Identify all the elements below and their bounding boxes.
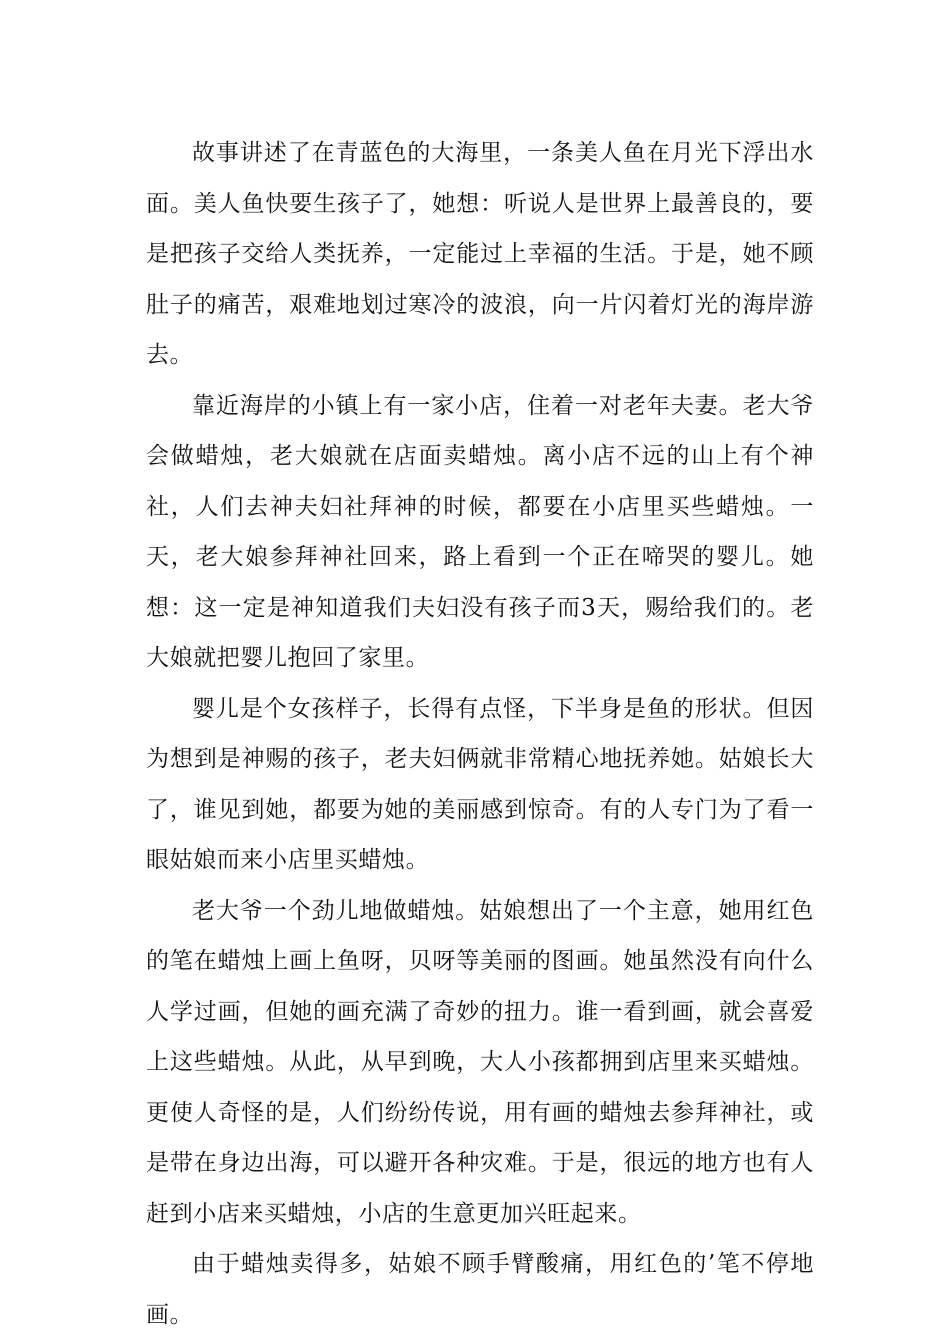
- paragraph-4: 老大爷一个劲儿地做蜡烛。姑娘想出了一个主意，她用红色的笔在蜡烛上画上鱼呀，贝呀等美丽的图画。她虽然没有向什么人学过画，但她的画充满了奇妙的扭力。谁一看到画，就会喜爱上这些蜡烛。从此，从早到晚，大人小孩都拥到店里来买蜡烛。更使人奇怪的是，人们纷纷传说，用有画的蜡烛去参拜神社，或是带在身边出海，可以避开各种灾难。于是，很远的地方也有人赶到小店来买蜡烛，小店的生意更加兴旺起来。: [146, 897, 814, 1227]
- paragraph-1: 故事讲述了在青蓝色的大海里，一条美人鱼在月光下浮出水面。美人鱼快要生孩子了，她想：听说人是世界上最善良的，要是把孩子交给人类抚养，一定能过上幸福的生活。于是，她不顾肚子的痛苦，艰难地划过寒冷的波浪，向一片闪着灯光的海岸游去。: [146, 140, 814, 368]
- paragraph-2: 靠近海岸的小镇上有一家小店，住着一对老年夫妻。老大爷会做蜡烛，老大娘就在店面卖蜡烛。离小店不远的山上有个神社，人们去神夫妇社拜神的时候，都要在小店里买些蜡烛。一天，老大娘参拜神社回来，路上看到一个正在啼哭的婴儿。她想：这一定是神知道我们夫妇没有孩子而3天，赐给我们的。老大娘就把婴儿抱回了家里。: [146, 392, 814, 671]
- document-body: [146, 128, 814, 1340]
- paragraph-3: 婴儿是个女孩样子，长得有点怪，下半身是鱼的形状。但因为想到是神赐的孩子，老夫妇俩就非常精心地抚养她。姑娘长大了，谁见到她，都要为她的美丽感到惊奇。有的人专门为了看一眼姑娘而来小店里买蜡烛。: [146, 695, 814, 873]
- paragraph-5: 由于蜡烛卖得多，姑娘不顾手臂酸痛，用红色的’笔不停地画。: [146, 1251, 814, 1328]
